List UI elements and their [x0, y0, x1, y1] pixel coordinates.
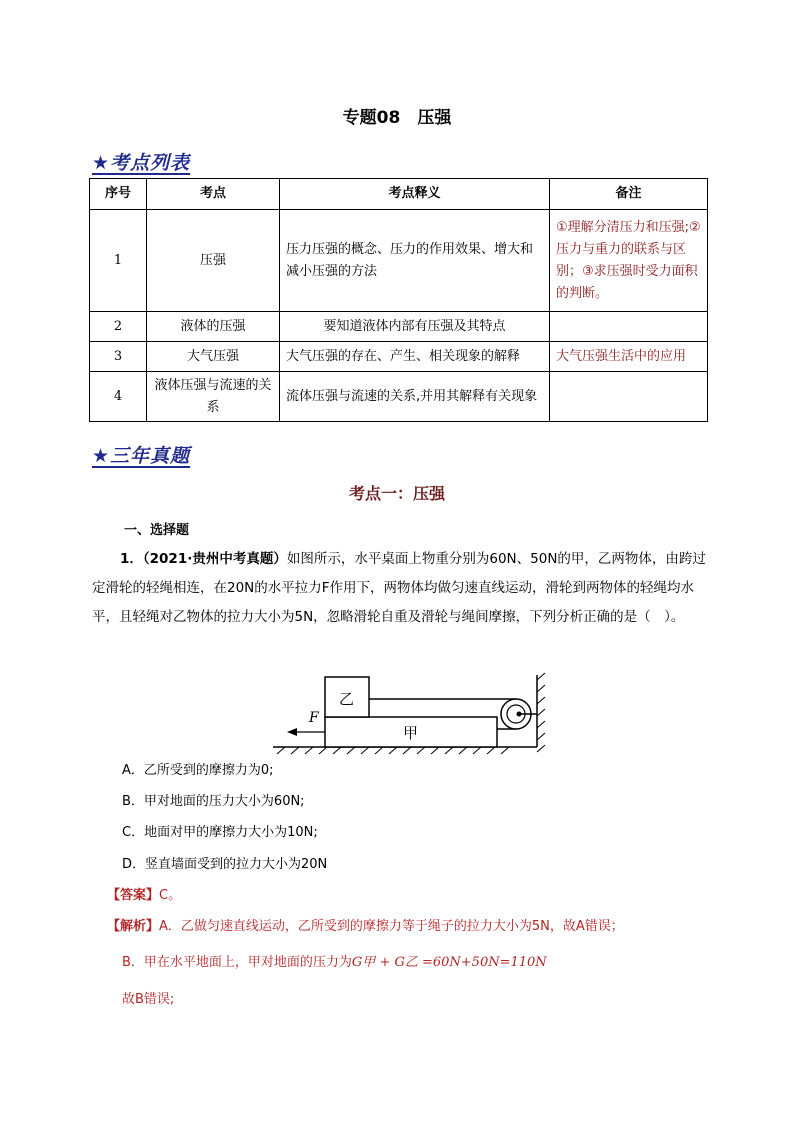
row-desc: 要知道液体内部有压强及其特点	[280, 312, 550, 342]
pulley-diagram	[273, 670, 548, 755]
analysis-label: 【解析】	[107, 919, 160, 934]
star-icon: ★	[92, 445, 111, 467]
question-source: 1．（2021·贵州中考真题）	[120, 551, 287, 567]
header-note: 备注	[550, 179, 708, 210]
question-text: 如图所示，水平桌面上物重分别为60N、50N的甲，乙两物体，由跨过定滑轮的轻绳相连，在20N的水平拉力F作用下，两物体均做匀速直线运动，滑轮到两物体的轻绳均水平，且轻绳对乙物体的拉力大小为5N，忽略滑轮自重及滑轮与绳间摩擦，下列分析正确的是（ ）。	[92, 551, 706, 625]
table-row	[90, 312, 708, 342]
row-note	[550, 312, 708, 342]
analysis-b-formula: G甲 + G乙 =60N+50N=110N	[351, 955, 547, 970]
table-row	[90, 210, 708, 312]
option-a: A．乙所受到的摩擦力为0;	[122, 763, 274, 778]
row-no: 4	[90, 372, 147, 422]
option-c: C．地面对甲的摩擦力大小为10N;	[122, 825, 318, 840]
row-desc: 流体压强与流速的关系,并用其解释有关现象	[280, 372, 550, 422]
analysis-a: A．乙做匀速直线运动，乙所受到的摩擦力等于绳子的拉力大小为5N，故A错误；	[159, 919, 624, 934]
block-jia-label: 甲	[403, 724, 419, 742]
table-header-row	[90, 179, 708, 210]
question-stem	[92, 545, 712, 632]
row-topic: 液体压强与流速的关系	[147, 372, 280, 422]
analysis-b: B．甲在水平地面上，甲对地面的压力为	[122, 955, 352, 970]
star-icon: ★	[92, 152, 111, 174]
header-topic: 考点	[147, 179, 280, 210]
banner-past-exams-label: 三年真题	[110, 445, 191, 467]
force-label: F	[309, 710, 319, 726]
row-no: 3	[90, 342, 147, 372]
answer-value: C。	[159, 888, 182, 903]
table-row	[90, 372, 708, 422]
analysis-line-a	[107, 915, 717, 934]
page-title: 专题08 压强	[342, 108, 452, 128]
row-note: 大气压强生活中的应用	[550, 342, 708, 372]
banner-exam-points	[92, 148, 190, 175]
banner-past-exams	[92, 441, 190, 468]
banner-exam-points-label: 考点列表	[110, 152, 191, 174]
row-desc: 大气压强的存在、产生、相关现象的解释	[280, 342, 550, 372]
row-topic: 压强	[147, 210, 280, 312]
row-topic: 液体的压强	[147, 312, 280, 342]
header-desc: 考点释义	[280, 179, 550, 210]
analysis-b2: 故B错误;	[122, 992, 175, 1007]
block-yi-label: 乙	[339, 690, 355, 708]
exam-points-table	[89, 178, 708, 422]
option-d: D．竖直墙面受到的拉力大小为20N	[122, 857, 328, 872]
arrow-left-icon	[287, 728, 297, 736]
row-no: 2	[90, 312, 147, 342]
row-desc: 压力压强的概念、压力的作用效果、增大和减小压强的方法	[280, 210, 550, 312]
row-topic: 大气压强	[147, 342, 280, 372]
row-note	[550, 372, 708, 422]
table-row	[90, 342, 708, 372]
answer-label: 【答案】	[107, 888, 160, 903]
header-no: 序号	[90, 179, 147, 210]
section-title: 考点一：压强	[348, 484, 445, 503]
row-note: ①理解分清压力和压强;②压力与重力的联系与区别；③求压强时受力面积的判断。	[550, 210, 708, 312]
answer-line	[107, 884, 181, 903]
row-no: 1	[90, 210, 147, 312]
question-type: 一、选择题	[124, 523, 190, 538]
option-b: B．甲对地面的压力大小为60N;	[122, 794, 305, 809]
analysis-line-b	[122, 951, 547, 970]
